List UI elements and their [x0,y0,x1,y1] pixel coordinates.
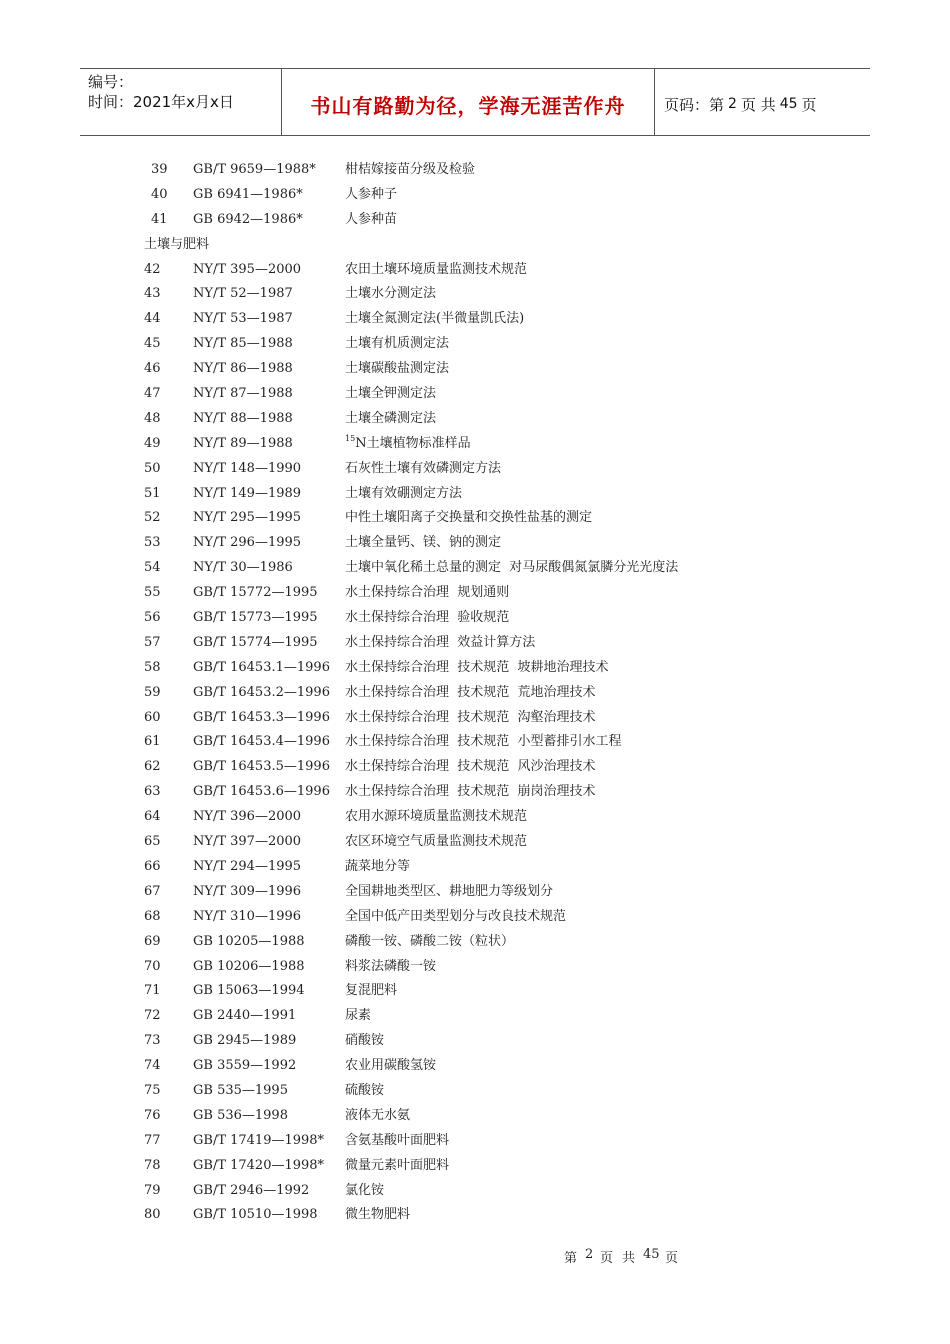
standard-row [144,755,864,780]
standard-number: 61 [144,734,161,750]
standard-code: GB/T 2946—1992 [193,1182,310,1198]
standard-title: 农区环境空气质量监测技术规范 [345,834,528,850]
standard-code: NY/T 30—1986 [193,560,293,576]
standard-code: GB 536—1998 [193,1107,288,1123]
section-heading: 土壤与肥料 [144,236,210,252]
footer-ye: 页 [600,1251,614,1266]
standard-title: 水土保持综合治理 效益计算方法 [345,634,536,650]
standard-row [144,706,864,731]
standard-row [144,332,864,357]
standard-row [144,681,864,706]
standard-code: GB 10206—1988 [193,958,305,974]
standard-row [144,1054,864,1079]
standard-code: GB 15063—1994 [193,983,305,999]
standard-row [144,955,864,980]
standard-title: 硝酸铵 [345,1033,385,1049]
standard-code: GB 10205—1988 [193,933,305,949]
standard-row [144,1154,864,1179]
standard-row [144,357,864,382]
standard-row [144,905,864,930]
standard-row [144,556,864,581]
footer-ye2: 页 [665,1251,679,1266]
current-page-number: 2 [728,96,737,112]
standard-number: 69 [144,933,161,949]
standard-number: 50 [144,460,161,476]
standard-title: 农用水源环境质量监测技术规范 [345,809,528,825]
standard-row [144,631,864,656]
standard-code: NY/T 85—1988 [193,336,293,352]
standard-number: 39 [151,162,168,177]
standard-title: 微生物肥料 [345,1207,411,1223]
standard-title: 料浆法磷酸一铵 [345,958,437,974]
standard-number: 59 [144,684,161,700]
standard-title: 蔬菜地分等 [345,858,411,874]
standard-code: GB/T 15773—1995 [193,610,318,626]
standard-code: NY/T 52—1987 [193,286,293,302]
standard-row [144,780,864,805]
standard-title: 水土保持综合治理 技术规范 小型蓄排引水工程 [345,734,622,750]
standard-code: GB 2945—1989 [193,1033,297,1049]
standard-code: GB/T 15774—1995 [193,634,318,650]
standard-title: 磷酸一铵、磷酸二铵（粒状） [345,933,515,949]
standard-number: 53 [144,535,161,551]
standard-number: 41 [151,211,168,227]
standard-row [144,656,864,681]
standard-number: 73 [144,1033,161,1049]
standard-title: 土壤全钾测定法 [345,386,437,402]
standard-title: 土壤全氮测定法(半微量凯氏法) [345,311,525,327]
standard-title: 氯化铵 [345,1182,385,1198]
standard-title: 农田土壤环境质量监测技术规范 [345,261,528,277]
standard-number: 42 [144,261,161,277]
standard-number: 78 [144,1157,161,1173]
standard-number: 64 [144,809,161,825]
standard-code: GB 6941—1986* [193,186,303,202]
standard-number: 45 [144,336,161,352]
standard-row [144,382,864,407]
standard-number: 74 [144,1058,161,1074]
standard-number: 55 [144,585,161,601]
footer-total: 45 [643,1247,660,1262]
standard-code: NY/T 148—1990 [193,460,302,476]
standard-code: GB/T 16453.4—1996 [193,734,330,750]
standard-code: GB 3559—1992 [193,1058,297,1074]
standard-number: 70 [144,958,161,974]
standard-title: 土壤有机质测定法 [345,336,450,352]
standard-number: 60 [144,709,161,725]
standard-code: NY/T 294—1995 [193,858,302,874]
standard-code: GB 6942—1986* [193,211,303,227]
document-date: 时间：2021年x月x日 [88,93,234,111]
standard-row [144,457,864,482]
standard-code: NY/T 86—1988 [193,361,293,377]
standard-row [144,183,864,208]
standard-row [144,1203,864,1228]
standard-code: NY/T 309—1996 [193,883,302,899]
standard-row [144,1029,864,1054]
standard-code: GB/T 16453.1—1996 [193,659,330,675]
standard-number: 46 [144,361,161,377]
standard-number: 79 [144,1182,161,1198]
header-meta [80,69,282,135]
standard-title: 硫酸铵 [345,1082,385,1098]
standard-number: 51 [144,485,161,501]
standard-code: GB/T 16453.5—1996 [193,759,330,775]
standard-number: 56 [144,610,161,626]
standard-title: 复混肥料 [345,983,398,999]
standard-row [144,407,864,432]
standard-number: 76 [144,1107,161,1123]
standard-row [144,830,864,855]
standard-code: NY/T 310—1996 [193,908,302,924]
standard-number: 48 [144,410,161,426]
standard-title: 农业用碳酸氢铵 [345,1058,437,1074]
standard-row [144,1129,864,1154]
section-heading-row [144,233,864,258]
standard-number: 62 [144,759,161,775]
standard-title: 水土保持综合治理 技术规范 坡耕地治理技术 [345,659,609,675]
standard-title: 中性土壤阳离子交换量和交换性盐基的测定 [345,510,593,526]
footer-gong: 共 [622,1251,636,1266]
standard-title: 微量元素叶面肥料 [345,1157,450,1173]
standard-title: 土壤中氧化稀土总量的测定 对马尿酸偶氮氯膦分光光度法 [345,560,679,576]
standard-number: 40 [151,186,168,202]
standard-code: GB/T 16453.3—1996 [193,709,330,725]
standard-row [144,1079,864,1104]
standard-title: 土壤全量钙、镁、钠的测定 [345,535,502,551]
standards-list [144,158,864,1228]
standard-number: 77 [144,1132,161,1148]
standard-row [144,606,864,631]
standard-title [345,432,471,457]
standard-title: 水土保持综合治理 验收规范 [345,610,510,626]
page-suffix: 页 [801,95,817,114]
standard-title: 液体无水氨 [345,1107,411,1123]
standard-title: 全国耕地类型区、耕地肥力等级划分 [345,883,554,899]
standard-code: GB/T 16453.6—1996 [193,784,330,800]
standard-title: 土壤碳酸盐测定法 [345,361,450,377]
standard-number: 75 [144,1082,161,1098]
header-motto: 书山有路勤为径，学海无涯苦作舟 [282,69,655,135]
standard-title: 水土保持综合治理 技术规范 崩岗治理技术 [345,784,596,800]
standard-row [144,307,864,332]
standard-title: 水土保持综合治理 技术规范 沟壑治理技术 [345,709,596,725]
standard-number: 80 [144,1207,161,1223]
standard-code: GB/T 9659—1988* [193,162,316,177]
standard-code: NY/T 396—2000 [193,809,302,825]
standard-title: 含氨基酸叶面肥料 [345,1132,450,1148]
standard-title: 土壤水分测定法 [345,286,437,302]
standard-code: NY/T 295—1995 [193,510,302,526]
standard-row [144,506,864,531]
standard-number: 44 [144,311,161,327]
standard-number: 65 [144,834,161,850]
standard-number: 66 [144,858,161,874]
standard-code: GB/T 17419—1998* [193,1132,325,1148]
standard-number: 71 [144,983,161,999]
standard-code: NY/T 53—1987 [193,311,293,327]
standard-row [144,880,864,905]
standard-row [144,282,864,307]
standard-code: NY/T 89—1988 [193,435,293,451]
standard-code: NY/T 395—2000 [193,261,302,277]
page-mid: 页 共 [740,95,776,114]
standard-row [144,258,864,283]
standard-row [144,855,864,880]
standard-code: NY/T 149—1989 [193,485,302,501]
standard-number: 67 [144,883,161,899]
standard-code: NY/T 88—1988 [193,410,293,426]
standard-row [144,1004,864,1029]
document-number-label: 编号： [88,73,134,91]
standard-code: GB 2440—1991 [193,1008,297,1024]
standard-number: 43 [144,286,161,302]
footer-page-number: 2 [585,1247,594,1262]
standard-title: 水土保持综合治理 技术规范 荒地治理技术 [345,684,596,700]
page-header [80,68,870,136]
page-prefix: 页码：第 [664,95,725,114]
standard-number: 57 [144,634,161,650]
standard-row [144,730,864,755]
standard-row [144,208,864,233]
standard-row [144,482,864,507]
standard-code: NY/T 296—1995 [193,535,302,551]
standard-title: 土壤有效硼测定方法 [345,485,463,501]
standard-title: 全国中低产田类型划分与改良技术规范 [345,908,567,924]
standard-row [144,581,864,606]
standard-row [144,805,864,830]
standard-row [144,1104,864,1129]
standard-code: NY/T 87—1988 [193,386,293,402]
standard-title: 石灰性土壤有效磷测定方法 [345,460,502,476]
standard-code: GB/T 10510—1998 [193,1207,318,1223]
standard-number: 63 [144,784,161,800]
standard-code: GB/T 15772—1995 [193,585,318,601]
standard-number: 72 [144,1008,161,1024]
standard-code: NY/T 397—2000 [193,834,302,850]
standard-title: 水土保持综合治理 技术规范 风沙治理技术 [345,759,596,775]
standard-row [144,979,864,1004]
standard-number: 58 [144,659,161,675]
standard-code: GB 535—1995 [193,1082,288,1098]
standard-title: 人参种苗 [345,211,398,227]
standard-title-text: N土壤植物标准样品 [355,435,471,451]
standard-number: 52 [144,510,161,526]
footer-di: 第 [564,1251,578,1266]
standard-number: 47 [144,386,161,402]
standard-title: 尿素 [345,1008,372,1024]
standard-code: GB/T 16453.2—1996 [193,684,330,700]
header-page-indicator [655,69,870,135]
standard-row [144,531,864,556]
standard-number: 54 [144,560,161,576]
standard-row [144,930,864,955]
standard-code: GB/T 17420—1998* [193,1157,325,1173]
standard-number: 68 [144,908,161,924]
isotope-superscript: 15 [345,433,356,443]
standard-row [144,158,864,183]
standard-row [144,432,864,457]
standard-title: 水土保持综合治理 规划通则 [345,585,510,601]
standard-number: 49 [144,435,161,451]
standard-title: 人参种子 [345,186,398,202]
total-page-number: 45 [779,96,798,112]
standard-title: 土壤全磷测定法 [345,410,437,426]
standard-title: 柑桔嫁接苗分级及检验 [345,162,476,177]
standard-row [144,1179,864,1204]
